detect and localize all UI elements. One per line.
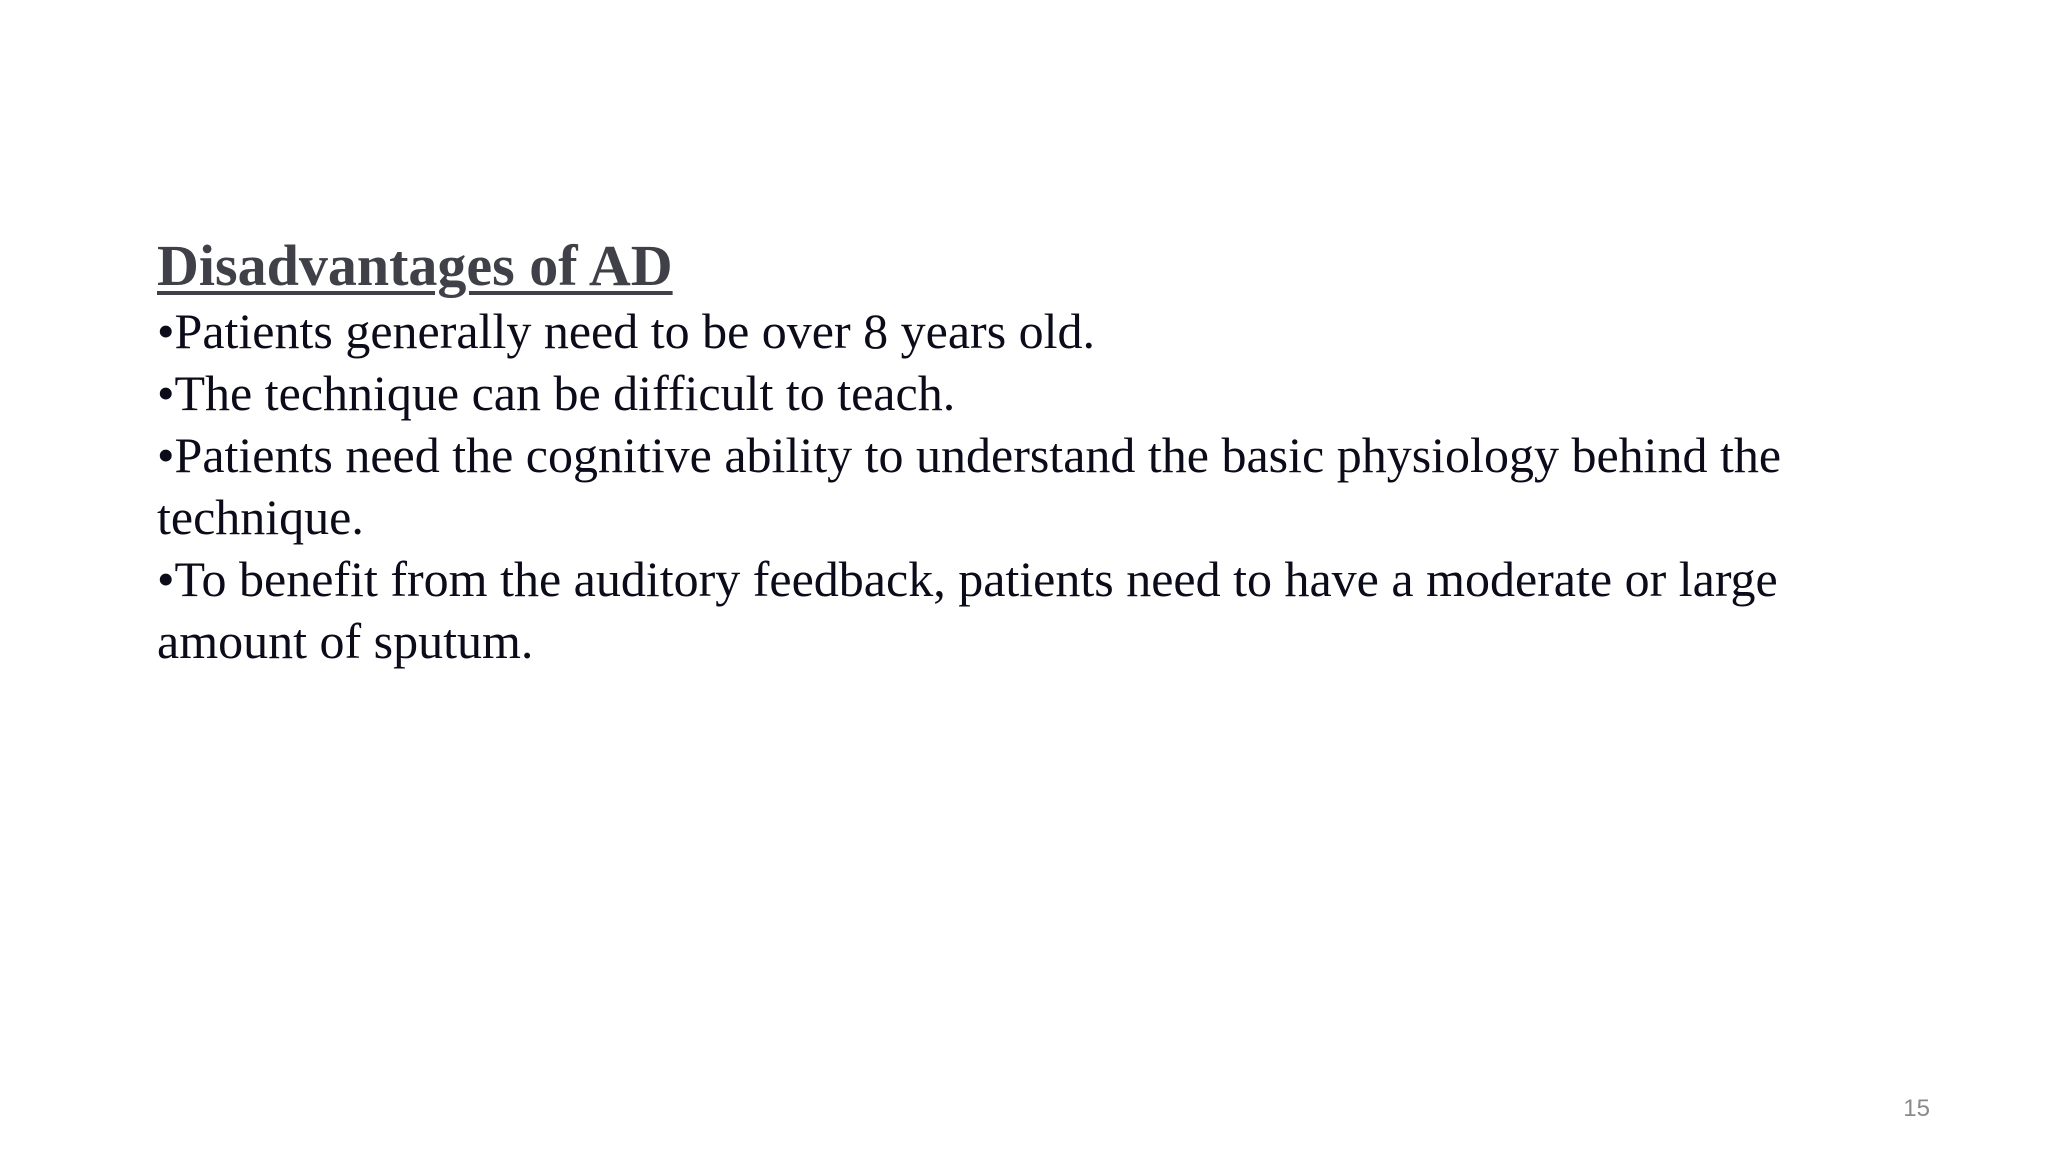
bullet-item: •Patients generally need to be over 8 years old. xyxy=(157,303,1096,359)
page-number: 15 xyxy=(1903,1095,1930,1122)
bullet-list xyxy=(157,300,1877,672)
bullet-item: •To benefit from the auditory feedback, patients need to have a moderate or large amount of sputum. xyxy=(157,551,1778,669)
slide-content xyxy=(157,232,1877,672)
slide-heading: Disadvantages of AD xyxy=(157,233,673,298)
bullet-item: •The technique can be difficult to teach. xyxy=(157,365,956,421)
bullet-item: •Patients need the cognitive ability to understand the basic physiology behind the technique. xyxy=(157,427,1782,545)
